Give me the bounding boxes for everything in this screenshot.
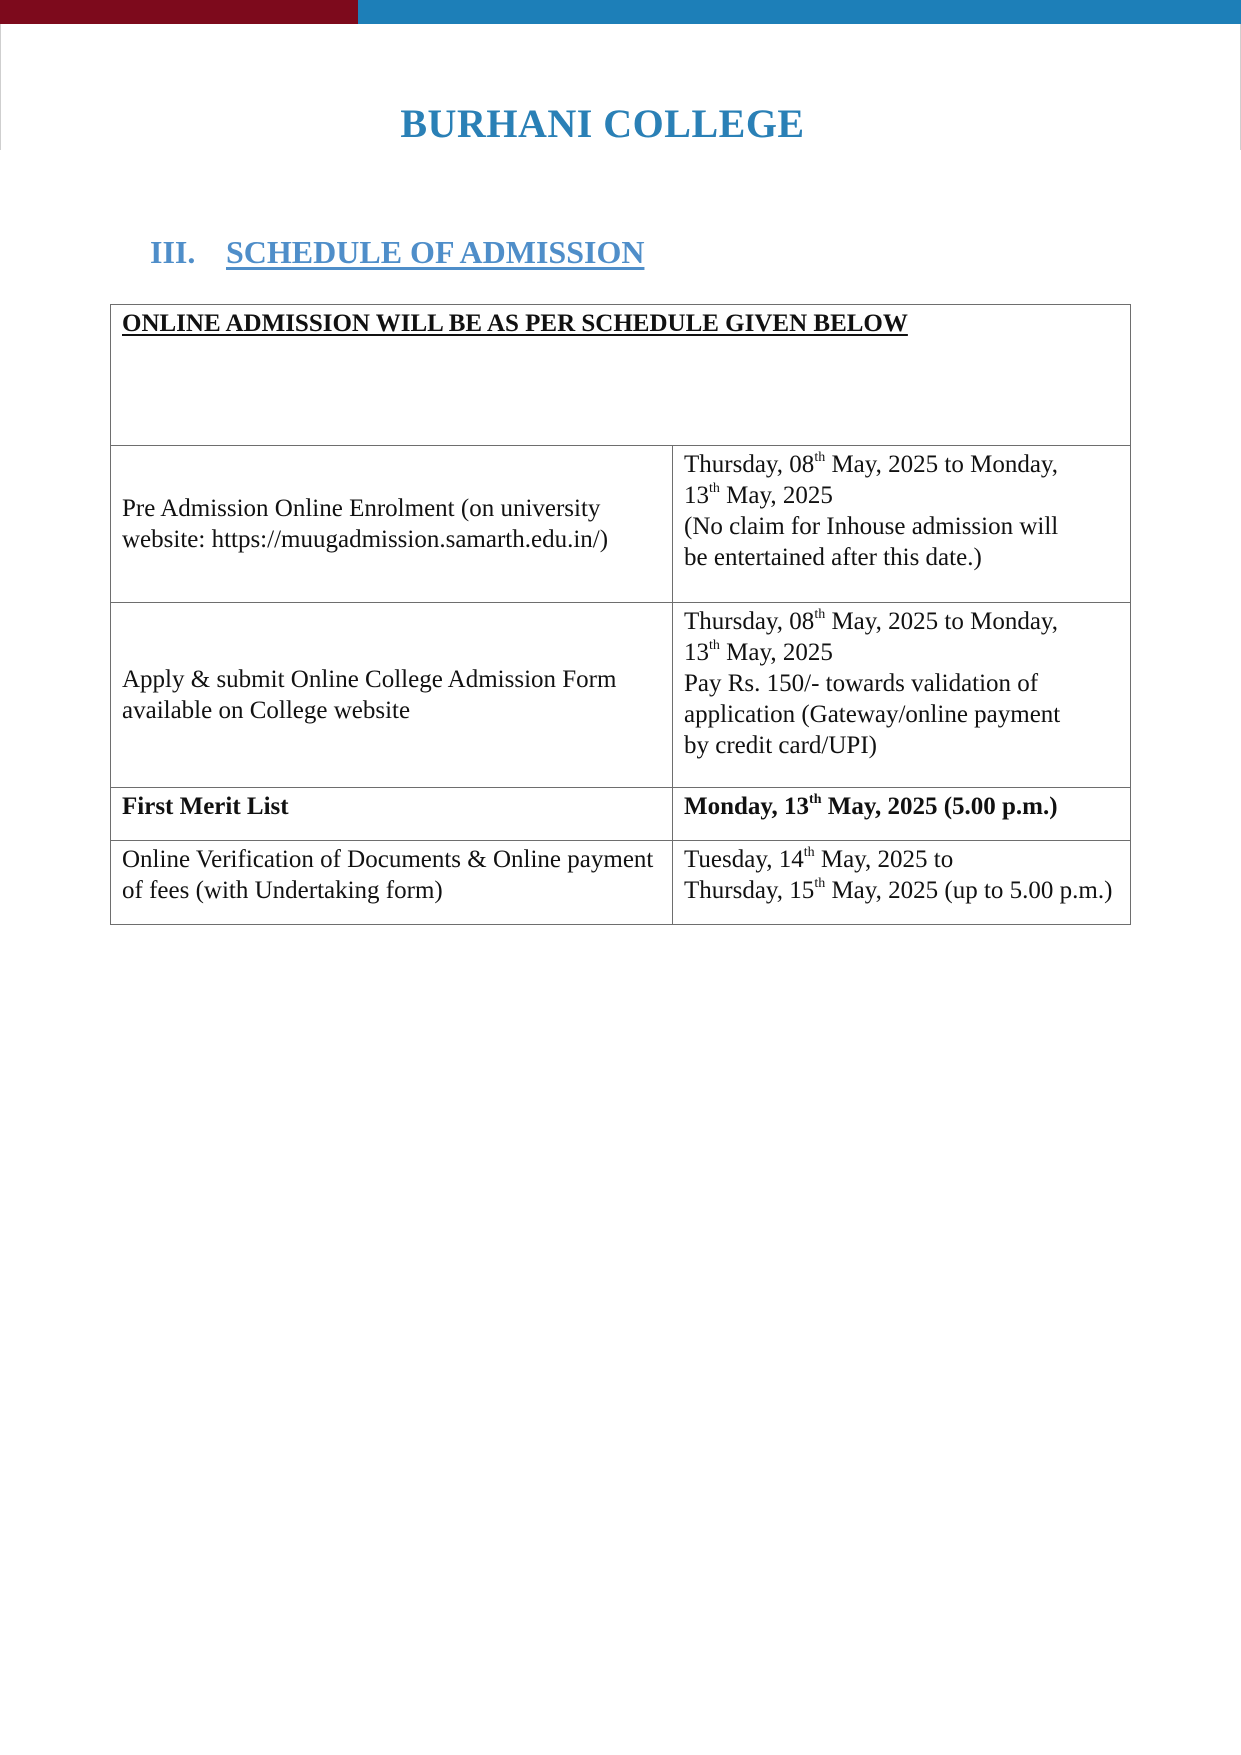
activity-cell: [111, 841, 673, 925]
activity-text: available on College website: [122, 697, 411, 724]
date-note: Pay Rs. 150/- towards validation of: [684, 670, 1039, 697]
date-line: Thursday, 08th May, 2025 to Monday,: [684, 606, 1059, 635]
activity-cell: [111, 788, 673, 841]
date-note: be entertained after this date.): [684, 544, 982, 571]
date-note: (No claim for Inhouse admission will: [684, 513, 1059, 540]
college-name: BURHANI COLLEGE: [400, 101, 805, 146]
date-line: 13th May, 2025: [684, 637, 833, 666]
activity-text: First Merit List: [122, 793, 289, 820]
date-note: by credit card/UPI): [684, 732, 877, 759]
activity-text: website: https://muugadmission.samarth.edu.in/): [122, 526, 609, 553]
table-row: [111, 788, 1131, 841]
top-bar-maroon-segment: [0, 0, 358, 24]
date-line: Thursday, 15th May, 2025 (up to 5.00 p.m.): [684, 875, 1113, 904]
activity-cell: [111, 446, 673, 603]
top-color-bar: [0, 0, 1241, 24]
admission-schedule-table: [110, 304, 1131, 925]
top-bar-blue-segment: [358, 0, 1241, 24]
date-note: application (Gateway/online payment: [684, 701, 1061, 728]
date-cell: [673, 841, 1131, 925]
activity-text: of fees (with Undertaking form): [122, 877, 443, 904]
section-number: III.: [150, 234, 196, 270]
activity-cell: [111, 603, 673, 788]
section-title: SCHEDULE OF ADMISSION: [226, 234, 645, 270]
date-cell: [673, 603, 1131, 788]
table-row: [111, 841, 1131, 925]
date-line: Tuesday, 14th May, 2025 to: [684, 844, 954, 873]
table-row: [111, 603, 1131, 788]
date-line: Monday, 13th May, 2025 (5.00 p.m.): [684, 791, 1058, 820]
table-row: [111, 446, 1131, 603]
activity-text: Pre Admission Online Enrolment (on university: [122, 495, 601, 522]
table-heading-row: [111, 305, 1131, 446]
table-heading: ONLINE ADMISSION WILL BE AS PER SCHEDULE GIVEN BELOW: [122, 310, 908, 337]
table-heading-cell: [111, 305, 1131, 446]
activity-text: Online Verification of Documents & Online payment: [122, 846, 654, 873]
date-line: Thursday, 08th May, 2025 to Monday,: [684, 449, 1059, 478]
activity-text: Apply & submit Online College Admission Form: [122, 666, 617, 693]
section-heading: [150, 234, 644, 271]
date-cell: [673, 446, 1131, 603]
date-line: 13th May, 2025: [684, 480, 833, 509]
date-cell: [673, 788, 1131, 841]
